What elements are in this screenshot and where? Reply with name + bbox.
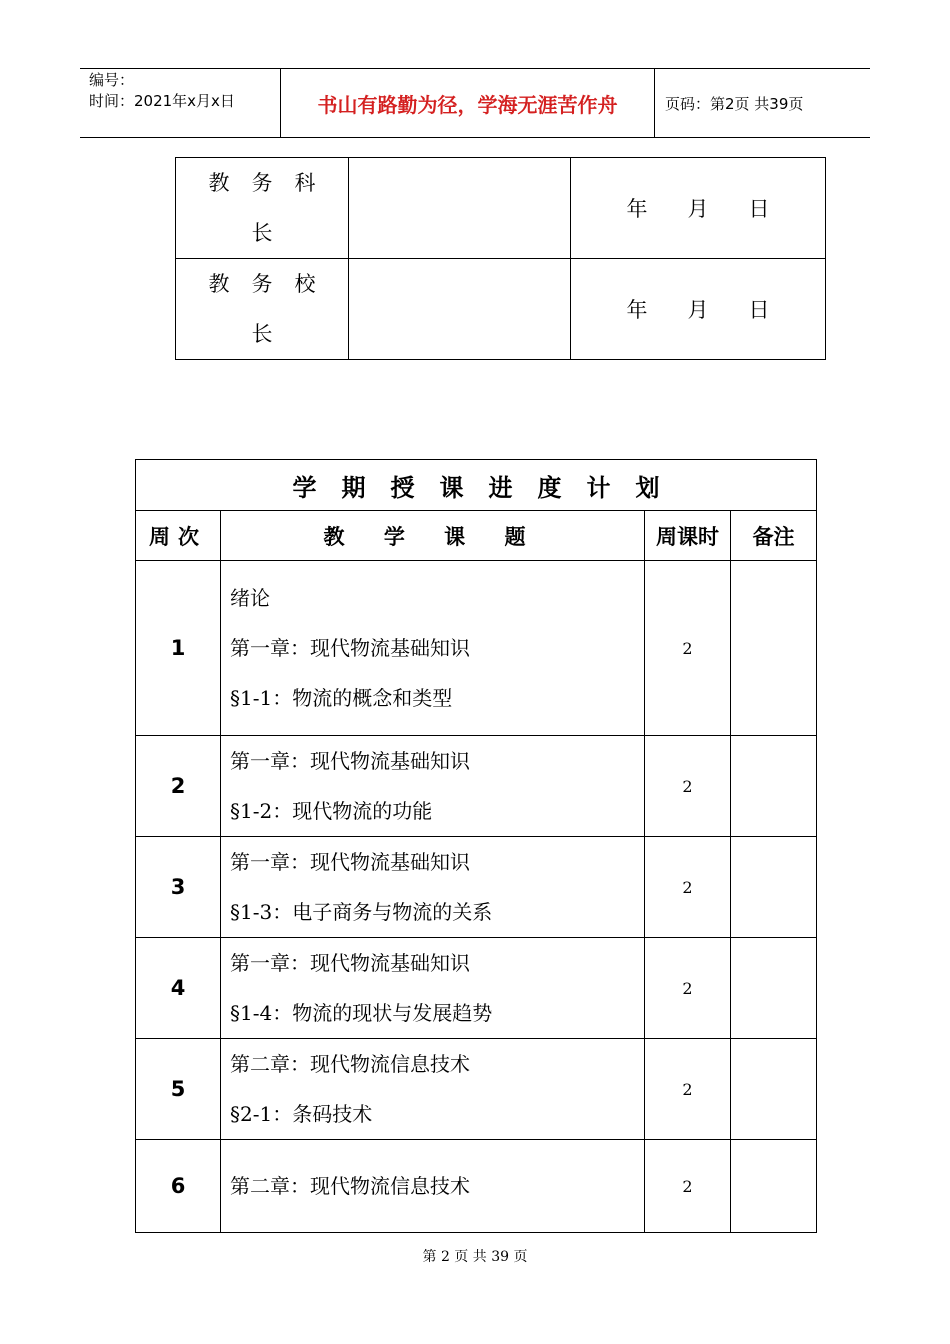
number-label: 编号： (89, 71, 135, 89)
signoff-role (176, 158, 349, 259)
week-number: 1 (136, 561, 221, 736)
topic-line: §1-2：现代物流的功能 (230, 799, 433, 823)
week-number: 5 (136, 1039, 221, 1140)
date-day: 日 (748, 298, 770, 322)
time-label: 时间：2021年x月x日 (89, 92, 235, 110)
topic-line: §1-1：物流的概念和类型 (230, 686, 453, 710)
weekly-hours: 2 (645, 1039, 731, 1140)
signoff-role (176, 259, 349, 360)
topic-line: §1-3：电子商务与物流的关系 (230, 900, 493, 924)
table-row (136, 561, 817, 736)
weekly-hours: 2 (645, 561, 731, 736)
topic-line: 第一章：现代物流基础知识 (230, 636, 470, 660)
table-row (136, 1140, 817, 1233)
table-row (136, 736, 817, 837)
topic-line: 绪论 (230, 586, 270, 610)
signoff-role-line1: 教务科 (208, 171, 338, 195)
signoff-role-line2: 长 (251, 322, 273, 346)
topic-line: §2-1：条码技术 (230, 1102, 373, 1126)
topic-cell (221, 561, 645, 736)
topic-cell (221, 1140, 645, 1233)
weekly-hours: 2 (645, 938, 731, 1039)
notes-cell (731, 837, 817, 938)
topic-cell (221, 736, 645, 837)
week-number: 3 (136, 837, 221, 938)
notes-cell (731, 1140, 817, 1233)
topic-line: 第二章：现代物流信息技术 (230, 1052, 470, 1076)
teaching-plan-table (135, 459, 817, 1233)
signoff-row (176, 158, 826, 259)
signoff-role-line1: 教务校 (208, 272, 338, 296)
signoff-signature-cell (349, 259, 571, 360)
table-row (136, 837, 817, 938)
header-page-info: 页码：第2页 共39页 (665, 94, 804, 113)
weekly-hours: 2 (645, 837, 731, 938)
notes-cell (731, 938, 817, 1039)
header-hours: 周课时 (645, 511, 731, 561)
date-year: 年 (626, 197, 648, 221)
date-day: 日 (748, 197, 770, 221)
plan-title: 学期授课进度计划 (136, 460, 817, 511)
table-row (136, 938, 817, 1039)
week-number: 2 (136, 736, 221, 837)
date-year: 年 (626, 298, 648, 322)
table-row (136, 1039, 817, 1140)
week-number: 4 (136, 938, 221, 1039)
signoff-role-line2: 长 (251, 221, 273, 245)
topic-line: §1-4：物流的现状与发展趋势 (230, 1001, 493, 1025)
topic-cell (221, 837, 645, 938)
topic-line: 第一章：现代物流基础知识 (230, 749, 470, 773)
date-month: 月 (687, 298, 709, 322)
topic-line: 第一章：现代物流基础知识 (230, 951, 470, 975)
notes-cell (731, 736, 817, 837)
date-month: 月 (687, 197, 709, 221)
signoff-table (175, 157, 826, 360)
week-number: 6 (136, 1140, 221, 1233)
notes-cell (731, 1039, 817, 1140)
header-topic: 教 学 课 题 (221, 511, 645, 561)
header-week: 周次 (136, 511, 221, 561)
header-meta (80, 69, 281, 137)
topic-line: 第一章：现代物流基础知识 (230, 850, 470, 874)
page-footer: 第 2 页 共 39 页 (422, 1249, 528, 1265)
header-motto: 书山有路勤为径，学海无涯苦作舟 (281, 69, 655, 137)
signoff-date (571, 259, 826, 360)
notes-cell (731, 561, 817, 736)
topic-cell (221, 938, 645, 1039)
signoff-row (176, 259, 826, 360)
topic-line: 第二章：现代物流信息技术 (230, 1174, 470, 1198)
page-header (80, 68, 870, 138)
weekly-hours: 2 (645, 1140, 731, 1233)
header-notes: 备注 (731, 511, 817, 561)
signoff-date (571, 158, 826, 259)
weekly-hours: 2 (645, 736, 731, 837)
signoff-signature-cell (349, 158, 571, 259)
topic-cell (221, 1039, 645, 1140)
plan-header-row (136, 511, 817, 561)
